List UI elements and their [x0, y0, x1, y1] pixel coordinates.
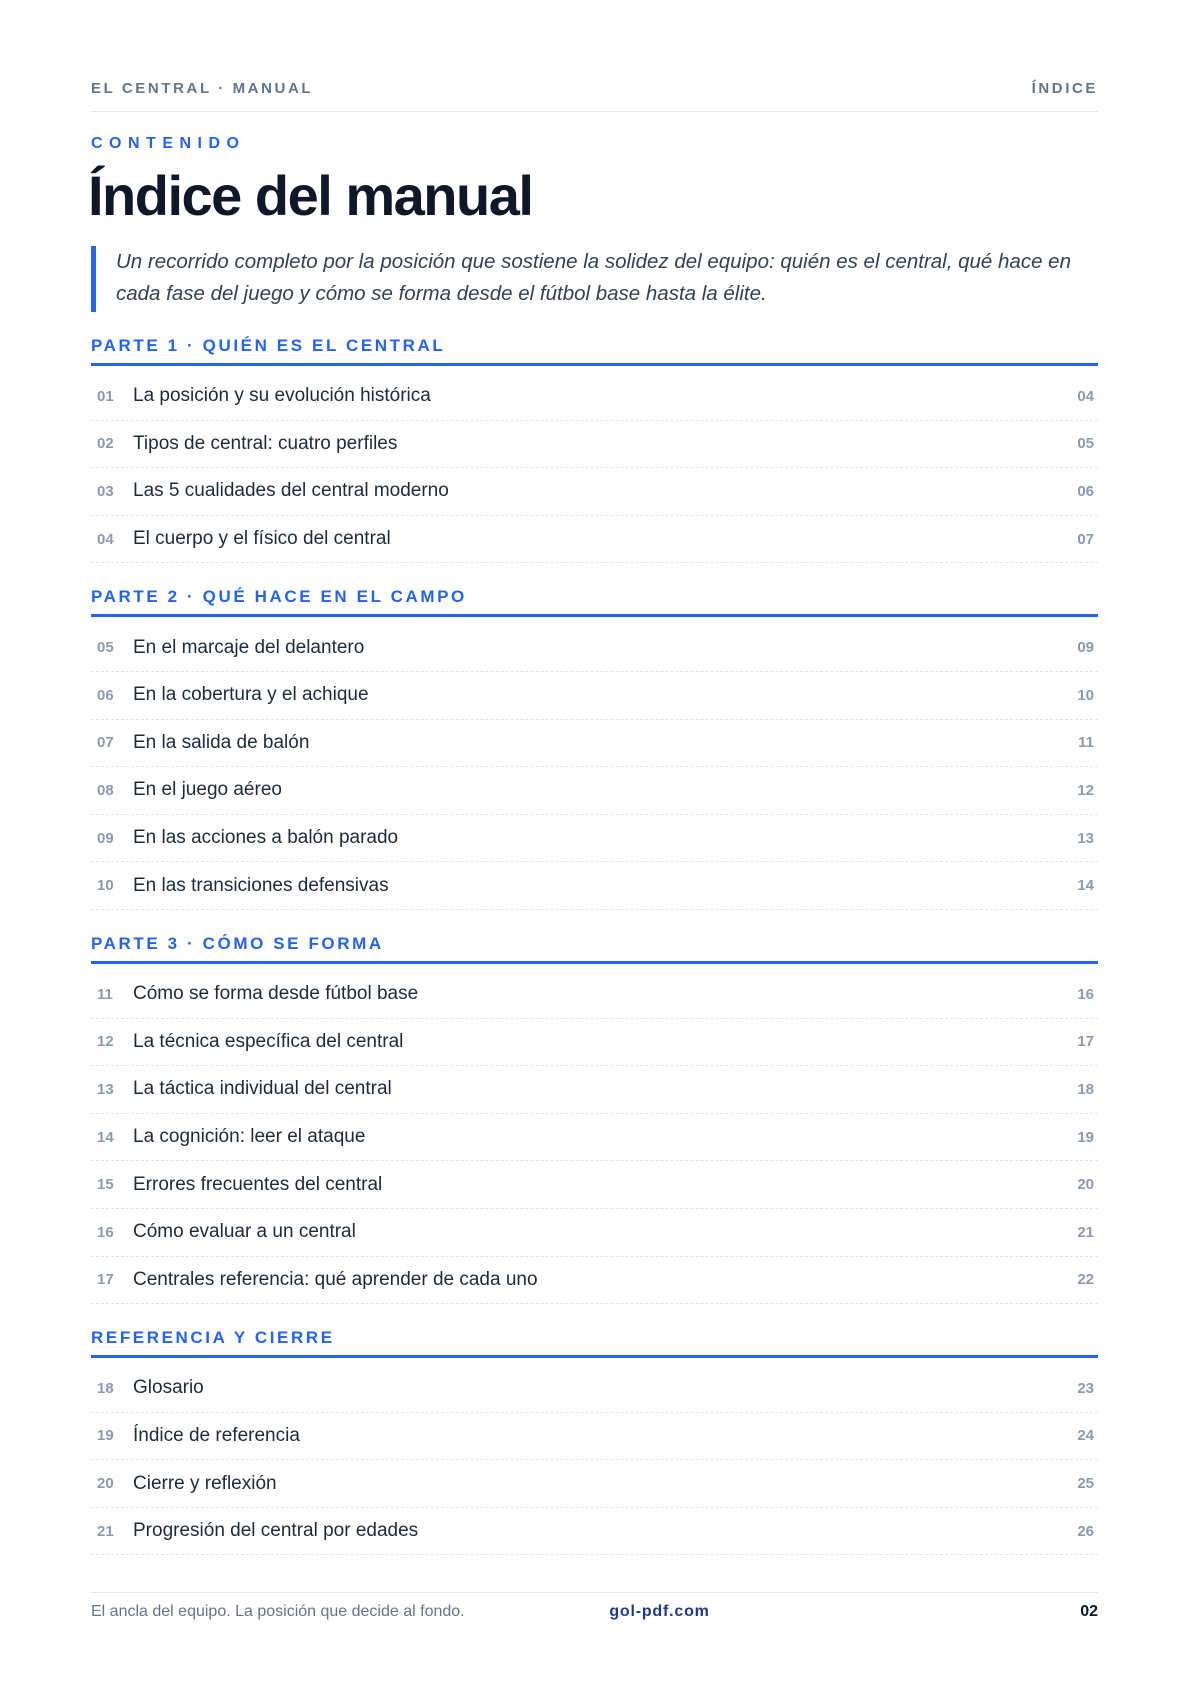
- running-header: [91, 80, 1098, 97]
- footer-site-link[interactable]: gol-pdf.com: [609, 1603, 710, 1620]
- entry-number: 03: [97, 482, 114, 500]
- entry-number: 07: [97, 734, 114, 752]
- entry-title: Errores frecuentes del central: [133, 1173, 383, 1195]
- entry-title: Tipos de central: cuatro perfiles: [133, 432, 398, 454]
- entry-number: 14: [97, 1128, 114, 1146]
- entry-page-number: 04: [1077, 387, 1094, 405]
- entry-page-number: 17: [1077, 1033, 1094, 1051]
- toc-entry[interactable]: [91, 421, 1098, 469]
- table-of-contents: [91, 326, 1098, 1555]
- toc-entry[interactable]: [91, 1257, 1098, 1305]
- entry-page-number: 20: [1077, 1176, 1094, 1194]
- entry-page-number: 16: [1077, 985, 1094, 1003]
- section-heading: PARTE 2 · QUÉ HACE EN EL CAMPO: [91, 577, 1098, 617]
- entry-title: Las 5 cualidades del central moderno: [133, 480, 449, 502]
- toc-entry[interactable]: [91, 1508, 1098, 1556]
- entry-number: 13: [97, 1080, 114, 1098]
- section-heading: PARTE 1 · QUIÉN ES EL CENTRAL: [91, 326, 1098, 366]
- page-title: Índice del manual: [88, 164, 533, 227]
- toc-entry[interactable]: [91, 971, 1098, 1019]
- entry-title: Centrales referencia: qué aprender de cada uno: [133, 1268, 538, 1290]
- entry-title: En las acciones a balón parado: [133, 827, 399, 849]
- entry-title: La técnica específica del central: [133, 1030, 404, 1052]
- entry-title: Glosario: [133, 1377, 204, 1399]
- section-spacer: [91, 1304, 1098, 1318]
- toc-entry[interactable]: [91, 1019, 1098, 1067]
- header-divider: [91, 111, 1098, 112]
- lead-paragraph: Un recorrido completo por la posición que sostiene la solidez del equipo: quién es el central, qué hace en cada fase del juego y cómo se forma desde el fútbol base hasta la élite.: [91, 246, 1098, 312]
- entry-page-number: 26: [1077, 1522, 1094, 1540]
- entry-number: 17: [97, 1271, 114, 1289]
- toc-entry[interactable]: [91, 1209, 1098, 1257]
- entry-title: La cognición: leer el ataque: [133, 1126, 366, 1148]
- entry-number: 19: [97, 1427, 114, 1445]
- entry-page-number: 07: [1077, 530, 1094, 548]
- section-entries: [91, 971, 1098, 1304]
- toc-entry[interactable]: [91, 1066, 1098, 1114]
- entry-title: Cierre y reflexión: [133, 1472, 277, 1494]
- toc-entry[interactable]: [91, 672, 1098, 720]
- toc-section: [91, 577, 1098, 910]
- entry-page-number: 22: [1077, 1271, 1094, 1289]
- toc-section: [91, 326, 1098, 563]
- entry-title: Cómo evaluar a un central: [133, 1221, 356, 1243]
- entry-title: En el juego aéreo: [133, 779, 282, 801]
- toc-entry[interactable]: [91, 624, 1098, 672]
- entry-page-number: 13: [1077, 829, 1094, 847]
- entry-title: Índice de referencia: [133, 1424, 300, 1446]
- entry-page-number: 10: [1077, 686, 1094, 704]
- entry-number: 18: [97, 1379, 114, 1397]
- entry-number: 12: [97, 1033, 114, 1051]
- entry-number: 02: [97, 435, 114, 453]
- toc-entry[interactable]: [91, 468, 1098, 516]
- entry-page-number: 09: [1077, 639, 1094, 657]
- entry-number: 06: [97, 686, 114, 704]
- entry-title: Cómo se forma desde fútbol base: [133, 983, 419, 1005]
- entry-title: En el marcaje del delantero: [133, 636, 365, 658]
- toc-entry[interactable]: [91, 767, 1098, 815]
- entry-page-number: 24: [1077, 1427, 1094, 1445]
- toc-entry[interactable]: [91, 516, 1098, 564]
- entry-number: 05: [97, 639, 114, 657]
- footer-tagline: El ancla del equipo. La posición que decide al fondo.: [91, 1603, 465, 1620]
- toc-entry[interactable]: [91, 1413, 1098, 1461]
- entry-page-number: 06: [1077, 482, 1094, 500]
- entry-title: La posición y su evolución histórica: [133, 385, 431, 407]
- entry-title: Progresión del central por edades: [133, 1520, 419, 1542]
- section-heading: REFERENCIA Y CIERRE: [91, 1318, 1098, 1358]
- toc-entry[interactable]: [91, 373, 1098, 421]
- footer-page-number: 02: [1080, 1603, 1098, 1620]
- toc-entry[interactable]: [91, 862, 1098, 910]
- toc-entry[interactable]: [91, 720, 1098, 768]
- running-header-left: EL CENTRAL · MANUAL: [91, 80, 314, 97]
- entry-page-number: 05: [1077, 435, 1094, 453]
- section-spacer: [91, 910, 1098, 924]
- running-header-right: ÍNDICE: [1031, 80, 1098, 97]
- toc-section: [91, 1318, 1098, 1555]
- entry-page-number: 21: [1077, 1223, 1094, 1241]
- toc-entry[interactable]: [91, 1161, 1098, 1209]
- toc-section: [91, 924, 1098, 1304]
- footer-divider: [91, 1592, 1098, 1593]
- entry-page-number: 19: [1077, 1128, 1094, 1146]
- entry-number: 16: [97, 1223, 114, 1241]
- section-entries: [91, 1365, 1098, 1555]
- page-footer: [91, 1603, 1098, 1627]
- section-spacer: [91, 563, 1098, 577]
- entry-number: 01: [97, 387, 114, 405]
- entry-number: 15: [97, 1176, 114, 1194]
- toc-entry[interactable]: [91, 1460, 1098, 1508]
- entry-number: 10: [97, 877, 114, 895]
- entry-title: En la cobertura y el achique: [133, 684, 369, 706]
- entry-number: 20: [97, 1475, 114, 1493]
- entry-number: 08: [97, 781, 114, 799]
- entry-page-number: 14: [1077, 877, 1094, 895]
- entry-number: 09: [97, 829, 114, 847]
- entry-number: 04: [97, 530, 114, 548]
- toc-entry[interactable]: [91, 1365, 1098, 1413]
- entry-title: El cuerpo y el físico del central: [133, 528, 391, 550]
- entry-page-number: 23: [1077, 1379, 1094, 1397]
- entry-number: 11: [97, 985, 113, 1003]
- toc-entry[interactable]: [91, 815, 1098, 863]
- entry-page-number: 11: [1078, 734, 1094, 752]
- entry-title: En las transiciones defensivas: [133, 874, 389, 896]
- entry-title: En la salida de balón: [133, 731, 310, 753]
- section-entries: [91, 373, 1098, 563]
- eyebrow-label: CONTENIDO: [91, 135, 246, 152]
- entry-number: 21: [97, 1522, 114, 1540]
- entry-page-number: 12: [1077, 781, 1094, 799]
- section-heading: PARTE 3 · CÓMO SE FORMA: [91, 924, 1098, 964]
- section-entries: [91, 624, 1098, 910]
- entry-page-number: 25: [1077, 1475, 1094, 1493]
- entry-page-number: 18: [1077, 1080, 1094, 1098]
- toc-entry[interactable]: [91, 1114, 1098, 1162]
- entry-title: La táctica individual del central: [133, 1078, 392, 1100]
